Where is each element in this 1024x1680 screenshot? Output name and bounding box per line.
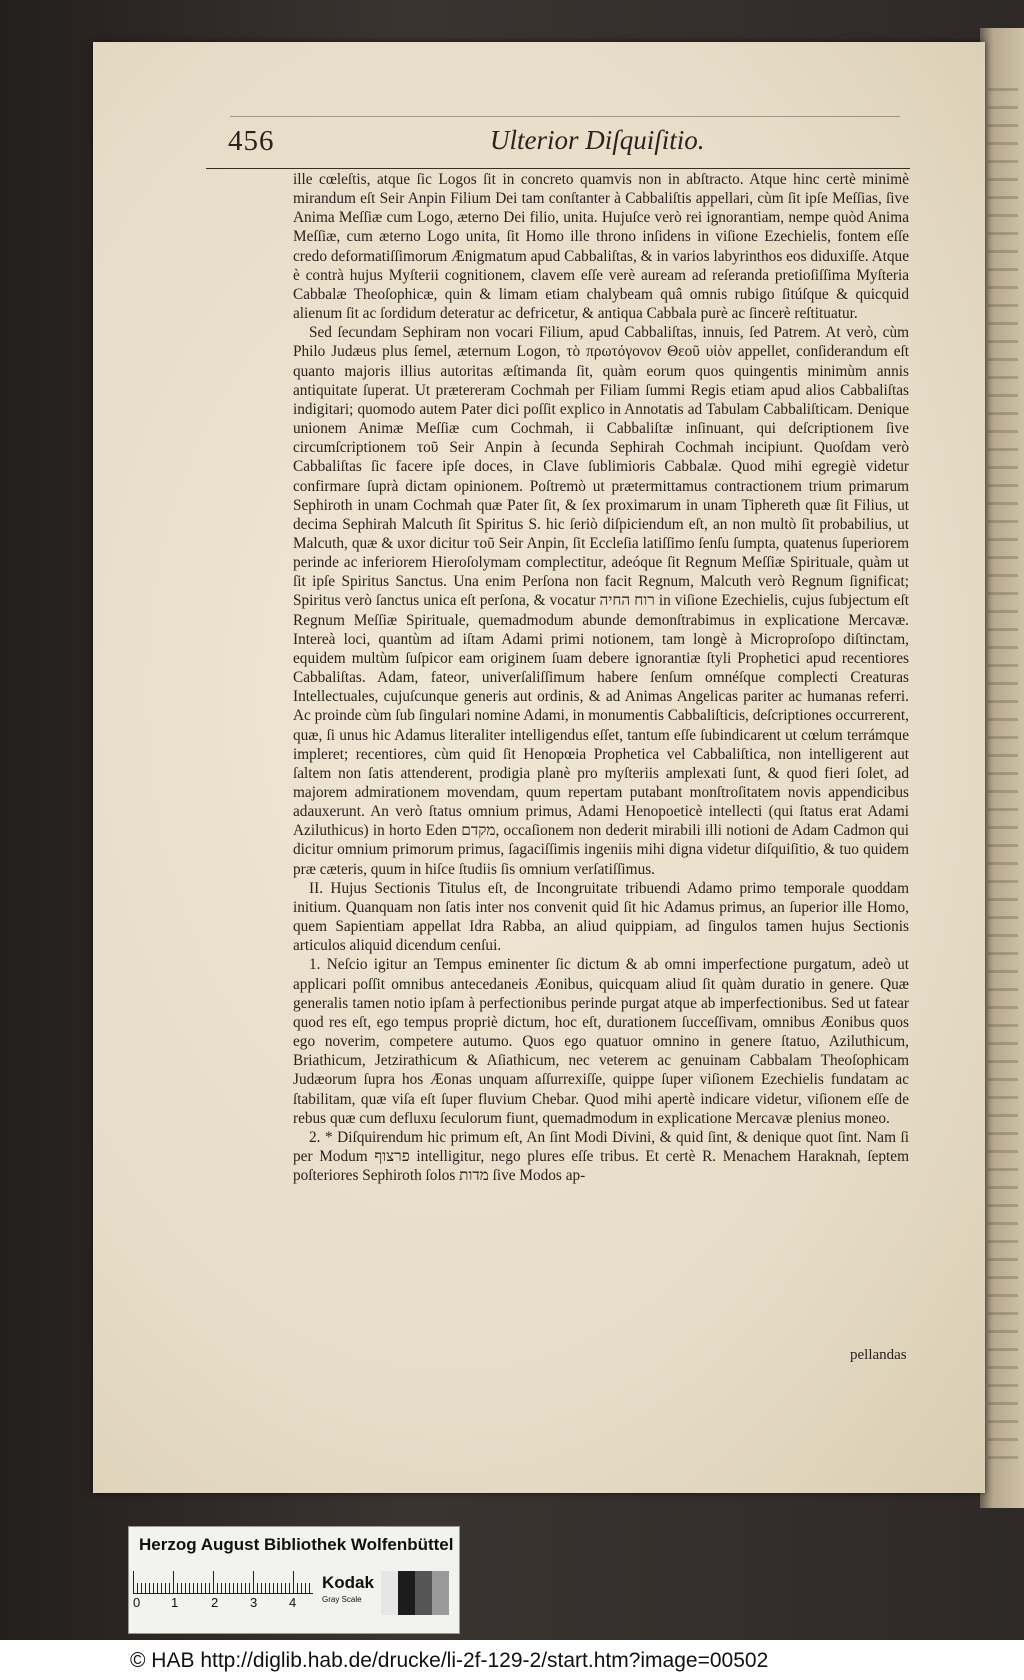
page-number: 456 [228, 125, 275, 157]
kodak-logo: Kodak [322, 1573, 374, 1592]
body-text [293, 170, 909, 1185]
paragraph: II. Hujus Sectionis Titulus eſt, de Incongruitate tribuendi Adamo primo temporale quoddam initium. Quanquam non ſatis inter nos convenit quid ſit hic Adamus primus, an ſuperior ille Homo, quem Sapientiam appellat Idra Rabba, an aliud quippiam, ad ſingulos tamen hujus Sectionis articulos aliquid dicendum cenſui. [293, 879, 909, 955]
catchword: pellandas [850, 1347, 907, 1363]
header-rule [206, 168, 910, 169]
page-top-line [230, 116, 900, 117]
library-name: Herzog August Bibliothek Wolfenbüttel [139, 1535, 454, 1554]
copyright-url[interactable]: © HAB http://diglib.hab.de/drucke/li-2f-129-2/start.htm?image=00502 [130, 1649, 769, 1672]
gray-scale-strip [129, 1565, 459, 1633]
adjacent-page-edge [980, 28, 1024, 1508]
gray-swatch [381, 1571, 398, 1615]
kodak-label [320, 1573, 376, 1619]
gray-swatches [381, 1571, 449, 1615]
footer-bar [0, 1640, 1024, 1680]
paragraph: 1. Neſcio igitur an Tempus eminenter ſic dictum & ab omni imperfectione purgatum, adeò ut applicari poſſit omnibus antecedaneis Æonibus, quicquam aliud ſit quàm duratio in genere. Quæ generalis tamen notio ipſam à perfectionibus perinde purgat atque ab imperfectionibus. Sed ut fatear quod res eſt, ego tempus propriè dictum, hoc eſt, durationem ſucceſſivam, omnibus Æonibus quos ego noverim, competere autumo. Quos ego quatuor omnino in genere ſtatuo, Aziluthicum, Briathicum, Jetzirathicum & Aſiathicum, nec veterem ac genuinam Cabbalam Theoſophicam Judæorum ſupra hos Æonas unquam aſſurrexiſſe, quippe ſuper viſionem Ezechielis fundatam ac ſtabilitam, quæ viſa eſt ſuper fluvium Chebar. Quod mihi apertè indicare videtur, viſionem eſſe de rebus quæ cum defluxu ſeculorum fiunt, quemadmodum in explicatione Mercavæ plenius moneo. [293, 956, 909, 1127]
ruler-label: 1 [171, 1595, 179, 1610]
gray-scale-label: Gray Scale [322, 1595, 362, 1604]
gray-swatch [398, 1571, 415, 1615]
gray-swatch [432, 1571, 449, 1615]
ruler-label: 3 [250, 1595, 258, 1610]
adjacent-page-text [988, 88, 1018, 1468]
ruler-label: 2 [211, 1595, 219, 1610]
library-color-card [128, 1526, 460, 1634]
ruler-label: 4 [289, 1595, 297, 1610]
ruler-major-ticks [133, 1571, 313, 1593]
running-title: Ulterior Diſquiſitio. [490, 125, 705, 155]
paragraph: ille cœleſtis, atque ſic Logos ſit in concreto quamvis non in abſtracto. Atque hinc certè minimè mirandum eſt Seir Anpin Filium Dei tam conſtanter à Cabbaliſtis appellari, cùm ſit ipſe Meſſias, ſive Anima Meſſiæ cum Logo, æterno Dei filio, unita. Hujuſce verò rei ignorantiam, nempe quòd Anima Meſſiæ, cum æterno Logo unita, ſit Homo ille throno inſidens in viſione Ezechielis, fontem eſſe credo deformatiſſimorum Ænigmatum apud Cabbaliſtas, & in varios labyrinthos eos diduxiſſe. Atque è contrà hujus Myſterii cognitionem, clavem eſſe verè auream ad reſeranda pretioſiſſima Myſteria Cabbalæ Theoſophicæ, quin & limam etiam chalybeam quâ omnis rubigo ſitúſque & quicquid alienum ſit ac ſordidum deteratur ac defricetur, & antiqua Cabbala purè ac ſincerè reſtituatur. [293, 171, 909, 323]
gray-swatch [415, 1571, 432, 1615]
paragraph: 2. * Diſquirendum hic primum eſt, An ſint Modi Divini, & quid ſint, & denique quot ſint. Nam ſi per Modum פרצוף intelligitur, nego plures eſſe tribus. Et certè R. Menachem Haraknah, ſeptem poſteriores Sephiroth ſolos מדות ſive Modos ap- [293, 1128, 909, 1185]
ruler-label: 0 [133, 1595, 141, 1610]
paragraph: Sed ſecundam Sephiram non vocari Filium, apud Cabbaliſtas, innuis, ſed Patrem. At verò, cùm Philo Judæus plus ſemel, æternum Logon, τὸ πρωτόγονον Θεοῦ υἱὸν appellet, conſiderandum eſt quanto majoris illius autoritas æſtimanda ſit, quàm eorum quos quingentis minimùm annis antiquitate ſuperat. Ut prætereram Cochmah per Filiam ſummi Regis etiam apud alios Cabbaliſtas indigitari; quomodo autem Pater dici poſſit explico in Annotatis ad Tabulam Cabbaliſticam. Denique unionem Animæ Meſſiæ cum Cochmah, ii Cabbaliſtæ inſinuant, qui deſcriptionem ſive circumſcriptionem τοῦ Seir Anpin à ſecunda Sephirah Cochmah incipiunt. Quoſdam verò Cabbaliſtas ſic facere ipſe doces, in Clave ſublimioris Cabbalæ. Quod mihi egregiè videtur confirmare ſuprà dictam opinionem. Poſtremò ut prætermittamus contractionem trium primarum Sephiroth in unam Cochmah quæ Pater ſit, & ſex proximarum in unam Tiphereth quæ ſit Filius, ut decima Sephirah Malcuth ſit Spiritus S. hic ſeriò diſpiciendum eſt, an non multò ſit probabilius, ut Malcuth, quæ & uxor dicitur τοῦ Seir Anpin, ſit Eccleſia latiſſimo ſenſu ſumpta, quatenus ſuperiorem perinde ac inferiorem Hieroſolymam complectitur, adeóque ſit Regnum Meſſiæ Spirituale, quàm ut ſit ipſe Spiritus Sanctus. Una enim Perſona non facit Regnum, Malcuth verò Regnum ſignificat; Spiritus verò ſanctus unica eſt perſona, & vocatur רוח החיה in viſione Ezechielis, cujus ſubjectum eſt Regnum Meſſiæ Spirituale, quemadmodum abunde demonſtrabimus in explicatione Mercavæ. Intereà loci, quantùm ad iſtam Adami primi notionem, tam longè à Microproſopo diſtinctam, equidem multùm ſuſpicor eam originem ſuam debere ignorantiæ ſtyli Prophetici apud recentiores Cabbaliſtas. Adam, fateor, univerſaliſſimum habere ſenſum omnéſque complecti Creaturas Intellectuales, cujuſcunque generis aut ordinis, & ad Animas Angelicas pariter ac humanas referri. Ac proinde cùm ſub ſingulari nomine Adami, in monumentis Cabbaliſticis, deſcriptiones occurrerent, quæ, ſi unus hic Adamus literaliter intelligendus eſſet, tantum eſſe ſubindicarent ut cœlum terrámque impleret; recentiores, cùm quid ſit Henopœia Prophetica vel Cabbaliſtica, non intelligerent aut ſaltem non ſatis attenderent, prodigia planè pro myſteriis amplexati ſunt, & quod fieri ſolet, ad majorem admirationem movendam, quum repertam putabant monſtroſitatem novis appendicibus adauxerunt. An verò ſtatus omnium primus, Adami Henopoeticè intellecti (qui ſtatus erat Adami Aziluthicus) in horto Eden מקדם, occaſionem non dederit mirabili illi notioni de Adam Cadmon qui dicitur omnium primorum primus, ſagaciſſimis ingeniis mihi digna videtur diſquiſitio, & tuo quidem præ cæteris, quum in hiſce ſtudiis ſis omnium verſatiſſimus. [293, 324, 909, 878]
